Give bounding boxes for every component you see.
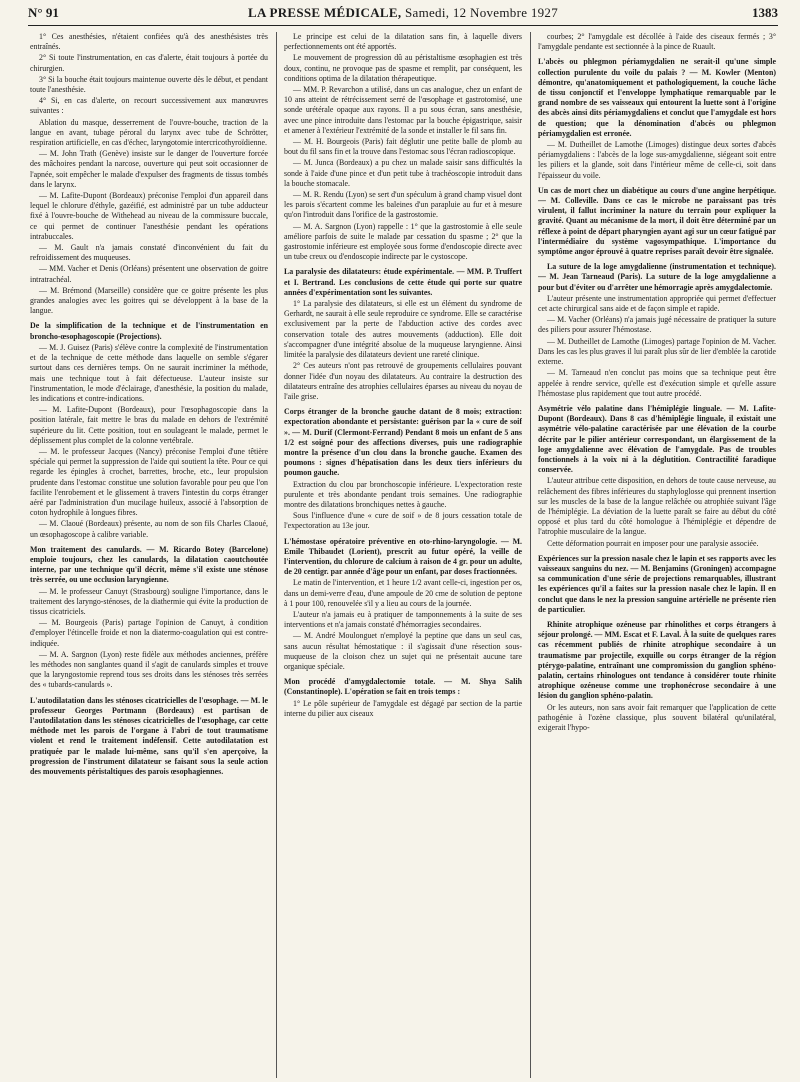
text-paragraph: — MM. P. Revarchon a utilisé, dans un cas analogue, chez un enfant de 10 ans atteint de rétrécissement serré de l'œsophage et gastrotomisé, une sonde urétérale opaque aux rayons. Il a pu sous écran, sans anesthésie, avec une pince introduite dans l'estomac par la bouche épigastrique, saisir et amener à l'extérieur l'extrémité de la sonde et installer le fil sans fin. [284,85,522,135]
section-heading-paragraph: Un cas de mort chez un diabétique au cours d'une angine herpétique. — M. Colleville. Dans ce cas le microbe ne paraissant pas très virulent, il fallut incriminer la nature du terrain pour expliquer la gravité. Quant au mécanisme de la mort, il doit être déterminé par un réflexe à point de départ pharyngien ayant agi sur un cœur fatigué par l'intermédiaire du système vagosympathique. L'importance du symptôme angor éprouvé à quatre reprises paraît devoir être signalée. [538,185,776,257]
text-paragraph: — M. Dutheillet de Lamothe (Limoges) distingue deux sortes d'abcès périamygdaliens : l'abcès de la loge sus-amygdalienne, siégeant soit entre les piliers et la glande, soit dans l'intérieur même de celle-ci, soit dans l'épaisseur du voile. [538,140,776,180]
text-paragraph: — M. Junca (Bordeaux) a pu chez un malade saisir sans difficultés la sonde à l'aide d'une pince et d'un petit tube à trachéoscopie introduit dans la bouche stomacale. [284,158,522,188]
section-heading-paragraph: Expériences sur la pression nasale chez le lapin et ses rapports avec les vaisseaux sanguins du nez. — M. Benjamins (Groningen) accompagne sa communication d'une série de projections remarquables, illustrant les expériences qu'il a faites sur la pression nasale chez le lapin. Il en conclut que dans le nez la pression sanguine artérielle ne présente rien de particulier. [538,553,776,614]
text-paragraph: — M. A. Sargnon (Lyon) rappelle : 1° que la gastrostomie à elle seule améliore parfois de suite le malade par cessation du spasme ; 2° que la gastrostomie inférieure est employée sous forme d'endoscopie directe avec un tube creux ou d'endoscopie indirecte par le cystoscope. [284,221,522,262]
section-heading-paragraph: L'abcès ou phlegmon périamygdalien ne serait-il qu'une simple collection purulente du voile du palais ? — M. Kowler (Menton) démontre, qu'anatomiquement et pathologiquement, la couche lâche de tissu conjonctif et l'enveloppe lymphatique remarquable par le grand nombre de ses vaisseaux qui entourent la luette sont à l'origine des abcès ainsi dits périamygdaliens et conclut que l'amygdale est hors de question; que la dénomination d'abcès ou phlegmon périamygdalien est erronée. [538,57,776,138]
text-paragraph: — M. André Moulonguet n'employé la peptine que dans un seul cas, sans aucun résultat hémostatique : il s'agissait d'une résection sous-muqueuse de la cloison chez un sujet qui ne présentait aucune tare organique spéciale. [284,631,522,671]
text-paragraph: 2° Si toute l'instrumentation, en cas d'alerte, était toujours à portée du chirurgien. [30,53,268,73]
text-paragraph: 1° Le pôle supérieur de l'amygdale est dégagé par section de la partie interne du pilier aux ciseaux [284,698,522,718]
page-number: 1383 [752,5,778,20]
text-paragraph: L'auteur n'a jamais eu à pratiquer de tamponnements à la suite de ses interventions et n'a jamais constaté d'hémorragies secondaires. [284,609,522,630]
text-paragraph: — M. R. Rendu (Lyon) se sert d'un spéculum à grand champ visuel dont les parois s'écartent comme les baleines d'un parapluie au fur et à mesure qu'on l'introduit dans l'orifice de la gastrostomie. [284,190,522,220]
text-column-3 [538,32,776,1078]
text-paragraph: Extraction du clou par bronchoscopie inférieure. L'expectoration reste purulente et très abondante pendant trois semaines. Une radiographie montre des dilatations bronchiques nettes à gauche. [284,479,522,509]
section-heading-paragraph: De la simplification de la technique et de l'instrumentation en broncho-œsophagoscopie (Projections). [30,321,268,341]
section-heading-paragraph: Asymétrie vélo palatine dans l'hémiplégie linguale. — M. Lafite-Dupont (Bordeaux). Dans 8 cas d'hémiplégie linguale, il existait une asymétrie vélo-palatine caractérisée par une élévation de la courbe décrite par le pilier antérieur correspondant, un élargissement de la loge amygdalienne avec élévation de l'amygdale. Pas de troubles fonctionnels à la voix ni à la déglutition. Contractilité faradique conservée. [538,403,776,475]
text-paragraph: Sous l'influence d'une « cure de soif » de 8 jours cessation totale de l'expectoration au 13e jour. [284,511,522,531]
issue-number: N° 91 [28,5,59,20]
text-paragraph: — M. Tarneaud n'en conclut pas moins que sa technique peut être appelée à rendre service, qu'elle est d'exécution simple et qu'elle assure l'hémostase plus rapidement que tout autre procédé. [538,368,776,398]
text-paragraph: — M. Lafite-Dupont (Bordeaux) préconise l'emploi d'un appareil dans lequel le chlorure d'éthyle, gazéifié, est administré par un tube adducteur fixé à l'ouvre-bouche de Withehead au niveau de la commissure buccale, ce qui permet de continuer l'anesthésie pendant les opérations intrabuccales. [30,191,268,241]
text-paragraph: Ablation du masque, desserrement de l'ouvre-bouche, traction de la langue en avant, tubage péroral du larynx avec tube de Schrötter, respiration artificielle, en cas d'échec, laryngotomie intercricothyroïdienne. [30,117,268,148]
section-heading-paragraph: L'autodilatation dans les sténoses cicatricielles de l'œsophage. — M. le professeur Georges Portmann (Bordeaux) est partisan de l'autodilatation dans les sténoses cicatricielles de l'œsophage, car cette méthode met les parois de l'organe à l'abri de tout traumatisme violent et rend le traitement indéfensif. Cette autodilatation est pratiquée par le malade lui-même, sans qu'il s'en aperçoive, la progression de l'instrument dilatateur se faisant sous la seule action des mouvements péristaltiques des parois œsophagiennes. [30,695,268,777]
text-paragraph: courbes; 2° l'amygdale est décollée à l'aide des ciseaux fermés ; 3° l'amygdale pendante est sectionnée à la pince de Ruault. [538,32,776,52]
issue-date: Samedi, 12 Novembre 1927 [404,5,559,20]
text-paragraph: L'auteur présente une instrumentation appropriée qui permet d'effectuer cet acte chirurgical sans aide et de façon simple et rapide. [538,293,776,314]
section-heading-paragraph: Mon traitement des canulards. — M. Ricardo Botey (Barcelone) emploie toujours, chez les canulards, la dilatation caoutchoutée interne, par une technique qu'il décrit, même s'il existe une sténose très serrée, ou une occlusion laryngienne. [30,544,268,585]
text-paragraph: — M. Lafite-Dupont (Bordeaux), pour l'œsophagoscopie dans la position latérale, fait mettre le bras du malade en dehors de l'extrémité supérieure du lit. Cette position, tout en soulageant le malade, permet le déplissement plus complet de la colonne vertébrale. [30,405,268,445]
text-paragraph: 3° Si la bouche était toujours maintenue ouverte dès le début, et pendant toute l'anesthésie. [30,74,268,95]
text-paragraph: Or les auteurs, non sans avoir fait remarquer que l'application de cette pathogénie à l'ozène classique, plus souvent bilatéral qu'unilatéral, exigerait l'hypo- [538,702,776,732]
journal-title [98,5,708,21]
text-paragraph: — M. Dutheillet de Lamothe (Limoges) partage l'opinion de M. Vacher. Dans les cas les plus graves il lui paraît plus sûr de lier d'emblée la carotide externe. [538,336,776,367]
header-rule [28,25,778,26]
journal-name: LA PRESSE MÉDICALE, [247,5,402,20]
text-paragraph: 2° Ces auteurs n'ont pas retrouvé de groupements cellulaires pouvant donner l'idée d'un noyau des dilatateurs. Au contraire la destruction des dilatateurs entraîne des atrophies cellulaires éparses au niveau du noyau de l'aile grise. [284,361,522,401]
text-paragraph: — M. le professeur Canuyt (Strasbourg) souligne l'importance, dans le traitement des laryngo-sténoses, de la diathermie qui évite la production de tissus cicatriciels. [30,586,268,616]
text-paragraph: — M. Claoué (Bordeaux) présente, au nom de son fils Charles Claoué, un œsophagoscope à calibre variable. [30,519,268,539]
text-paragraph: — M. Bourgeois (Paris) partage l'opinion de Canuyt, à condition d'employer l'étincelle froide et non la diatermo-coagulation qui est contre-indiquée. [30,618,268,648]
section-heading-paragraph: Rhinite atrophique ozéneuse par rhinolithes et corps étrangers à séjour prolongé. — MM. Escat et F. Laval. À la suite de quelques rares cas récemment publiés de rhinite atrophique secondaire à un traumatisme par projectile, exquille ou corps étranger de la région ptérygo-palatine, entraînant une compromission du ganglion sphéno-palatin, certains rhinologues ont tendance à considérer toute rhinite atrophique ozéneuse comme une trophonécrose secondaire à une lésion du ganglion sphéno-palatin. [538,619,776,701]
text-paragraph: Cette déformation pourrait en imposer pour une paralysie associée. [547,538,759,548]
text-paragraph: — M. John Trath (Genève) insiste sur le danger de l'ouverture forcée des mâchoires pendant la narcose, ouverture qui peut soit occasionner de l'apnée, soit empêcher le malade d'expulser des fragments de tissus tombés dans le larynx. [30,149,268,189]
text-paragraph: 1° Ces anesthésies, n'étaient confiées qu'à des anesthésistes très entraînés. [30,32,268,52]
text-paragraph: — M. H. Bourgeois (Paris) fait déglutir une petite balle de plomb au bout du fil sans fin et la trouve dans l'estomac sous l'écran radioscopique. [284,137,522,157]
text-paragraph: — M. Vacher (Orléans) n'a jamais jugé nécessaire de pratiquer la suture des piliers pour assurer l'hémostase. [538,315,776,335]
text-column-1 [30,32,268,1078]
section-heading-paragraph: L'hémostase opératoire préventive en oto-rhino-laryngologie. — M. Emile Thibaudet (Lorient), prescrit au futur opéré, la veille de l'intervention, du chlorure de calcium à raison de 4 gr. pour un adulte, de 20 centigr. par année d'âge pour un enfant, par doses fractionnées. [284,536,522,577]
section-heading-paragraph: La suture de la loge amygdalienne (instrumentation et technique). — M. Jean Tarneaud (Paris). La suture de la loge amygdalienne a pour but d'éviter ou d'arrêter une hémorragie après amygdalectomie. [538,262,776,292]
section-heading-paragraph: Corps étranger de la bronche gauche datant de 8 mois; extraction: expectoration abondante et persistante: guérison par la « cure de soif ». — M. Durif (Clermont-Ferrand) Pendant 8 mois un enfant de 5 ans 1/2 est soigné pour des affections diverses, puis une radiographie montre la présence d'un clou dans la bronche gauche. Examen des poumons : signes d'hépatisation dans les deux tiers inférieurs du poumon gauche. [284,407,522,478]
text-paragraph: 1° La paralysie des dilatateurs, si elle est un élément du syndrome de Gerhardt, ne saurait à elle seule reproduire ce syndrome. Elle se caractérise exclusivement par la perte de l'abduction active des cordes avec conservation totale des autres mouvements (adduction). Elle doit s'accompagner d'une intégrité absolue de la muqueuse laryngienne. Ainsi limitée la paralysie des dilatateurs devient une rareté clinique. [284,299,522,360]
text-paragraph: — M. J. Guisez (Paris) s'élève contre la complexité de l'instrumentation et de la technique de cette méthode dans laquelle on semble s'égarer surtout dans ces dernières temps. On ne saurait incriminer la méthode, mais une technique tout à fait défectueuse. L'auteur insiste sur l'instrumentation, le mode d'éclairage, d'anesthésie, la position du malade, les indications et contre-indications. [30,342,268,403]
section-heading-paragraph: Mon procédé d'amygdalectomie totale. — M. Shya Salih (Constantinople). L'opération se fait en trois temps : [284,677,522,697]
page-header [28,2,778,24]
text-paragraph: — MM. Vacher et Denis (Orléans) présentent une observation de goitre intratrachéal. [30,264,268,284]
text-paragraph: — M. le professeur Jacques (Nancy) préconise l'emploi d'une têtière spéciale qui permet la suppression de l'aide qui soutient la tête. Pour ce qui regarde les épingles à crochet, barrettes, broche, etc., leur propulsion prudente dans l'estomac constitue une solution favorable pour peu que l'on facilite l'enrobement et le glissement à travers l'intestin du corps étranger aéré par l'administration d'un mucilage huileux, associé à l'absorption de coton hydrophile à longues fibres. [30,446,268,518]
section-heading-paragraph: La paralysie des dilatateurs: étude expérimentale. — MM. P. Truffert et I. Bertrand. Les conclusions de cette étude qui porte sur quatre années d'expérimentation sont les suivantes. [284,267,522,297]
text-paragraph: — M. Brémond (Marseille) considère que ce goitre présente les plus grandes analogies avec les goitres qui se développent à la base de la langue. [30,285,268,316]
text-paragraph: Le mouvement de progression dû au péristaltisme œsophagien est très doux, continu, ne provoque pas de spasme et remplit, par conséquent, les conditions optima de la dilatation thérapeutique. [284,53,522,83]
text-paragraph: Le matin de l'intervention, et 1 heure 1/2 avant celle-ci, ingestion per os, dans un demi-verre d'eau, d'une ampoule de 20 cme de solution de peptone à 1 pour 100, renouvelée s'il y a lieu au cours de la journée. [284,578,522,608]
text-paragraph: L'auteur attribue cette disposition, en dehors de toute cause nerveuse, au relâchement des fibres inférieures du staphyloglosse qui prennent insertion sur les muscles de la base de la langue relâchée ou atrophiée suivant l'âge de l'hémiplégie. La déviation de la luette paraît se faire au début du côté opposé et plus tard du côté homologue à l'hémiplégie et dépendre de l'atrophie musculaire de la langue. [538,476,776,537]
text-paragraph: 4° Si, en cas d'alerte, on recourt successivement aux manœuvres suivantes : [30,96,268,116]
text-paragraph: — M. Gault n'a jamais constaté d'inconvénient du fait du refroidissement des muqueuses. [30,243,268,263]
column-divider [276,32,277,1078]
text-paragraph: Le principe est celui de la dilatation sans fin, à laquelle divers perfectionnements ont été apportés. [284,32,522,52]
text-paragraph: — M. A. Sargnon (Lyon) reste fidèle aux méthodes anciennes, préfère les méthodes non sanglantes quand il s'agit de canulards simples et trouve que la laryngostomie reprend tous ses droits dans les sténoses très serrées des « tubards-canulards ». [30,649,268,690]
text-column-2 [284,32,522,1078]
column-divider [530,32,531,1078]
